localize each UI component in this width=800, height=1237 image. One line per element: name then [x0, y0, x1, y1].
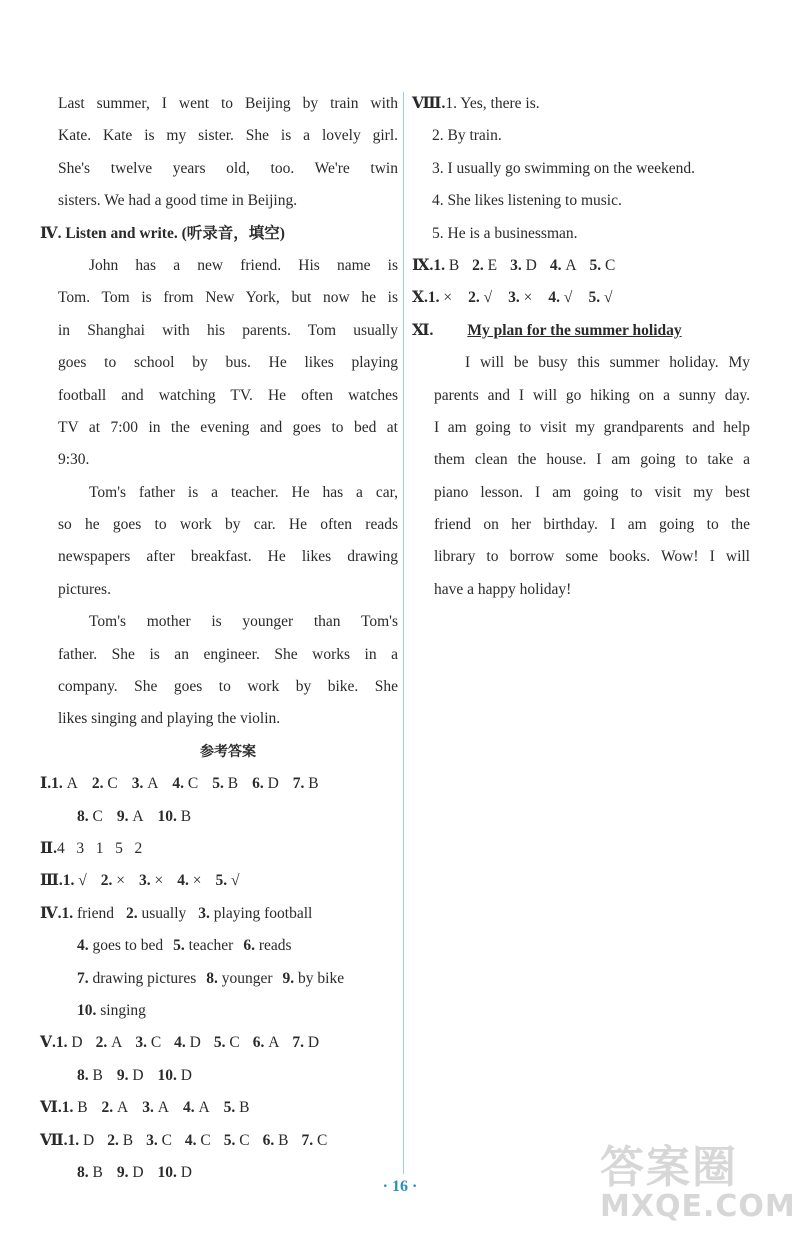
- answer-item: 2. By train.: [432, 127, 502, 145]
- column-divider: [403, 92, 404, 1174]
- answer-row-4d: [40, 995, 398, 1027]
- answer-item: [590, 257, 616, 274]
- answer-value: √: [563, 289, 573, 307]
- answer-row-1: [40, 768, 398, 800]
- answer-number: 5.: [223, 1131, 240, 1149]
- text-line: Kate. Kate is my sister. She is a lovely girl.: [58, 127, 398, 145]
- answer-value: B: [92, 1066, 103, 1084]
- answer-value: D: [189, 1034, 201, 1052]
- answer-value: E: [487, 256, 498, 274]
- answer-value: teacher: [188, 937, 234, 955]
- answer-value: B: [92, 1163, 103, 1181]
- answer-items: [56, 1034, 319, 1051]
- answer-value: D: [132, 1163, 144, 1181]
- answer-item: 5. He is a businessman.: [432, 224, 578, 242]
- answer-item: [77, 1067, 103, 1084]
- answer-value: younger: [221, 969, 273, 987]
- answer-value: drawing pictures: [92, 969, 197, 987]
- text-line: sisters. We had a good time in Beijing.: [58, 192, 298, 210]
- answer-items: [63, 872, 240, 889]
- answer-row-4c: [40, 963, 398, 995]
- paragraph-father: [58, 477, 398, 607]
- answer-value: D: [132, 1066, 144, 1084]
- answer-row-10: [412, 282, 750, 314]
- answer-number: 4.: [184, 1131, 201, 1149]
- text-line: newspapers after breakfast. He likes drawing: [58, 548, 398, 566]
- section-label: Ⅸ.: [412, 256, 434, 274]
- section-label: Ⅴ.: [40, 1034, 56, 1052]
- answer-item: [183, 1099, 210, 1116]
- answer-number: 5.: [213, 1034, 230, 1052]
- essay-body: [412, 347, 750, 606]
- answer-item: [224, 1132, 250, 1149]
- answer-item: [63, 872, 87, 889]
- answer-row-5: [40, 1027, 398, 1059]
- answer-number: 5.: [588, 289, 604, 307]
- answer-value: A: [157, 1099, 169, 1117]
- answer-item: [216, 872, 240, 889]
- answer-value: C: [239, 1131, 250, 1149]
- answer-number: 3.: [135, 1034, 151, 1052]
- answer-number: 4.: [174, 1034, 190, 1052]
- text-line: have a happy holiday!: [434, 580, 572, 598]
- section-label: Ⅷ.: [412, 95, 446, 112]
- answer-item: 3. I usually go swimming on the weekend.: [432, 159, 696, 177]
- answer-item: [283, 970, 345, 987]
- answer-items: [77, 937, 292, 954]
- answer-number: 3.: [142, 1099, 158, 1117]
- answer-item: [198, 905, 312, 922]
- text-line: parents and I will go hiking on a sunny day.: [434, 386, 750, 404]
- text-line: goes to school by bus. He likes playing: [58, 354, 398, 372]
- answer-item: [588, 289, 612, 306]
- answer-item: [174, 1034, 201, 1051]
- answer-number: 5.: [589, 256, 606, 274]
- answer-value: B: [278, 1131, 289, 1149]
- text-line: I will be busy this summer holiday. My: [465, 354, 750, 372]
- answer-number: 8.: [77, 807, 93, 825]
- answer-item: [293, 775, 319, 792]
- answer-items: 4 3 1 5 2: [56, 839, 143, 857]
- answer-item: [212, 775, 238, 792]
- text-line: Tom's father is a teacher. He has a car,: [89, 483, 398, 501]
- answer-number: 3.: [131, 775, 148, 793]
- answer-value: √: [231, 872, 240, 890]
- answer-item: [117, 1067, 144, 1084]
- answer-item: [77, 970, 196, 987]
- answer-number: 9.: [116, 1163, 133, 1181]
- answer-value: √: [483, 289, 493, 307]
- answer-item: [177, 872, 201, 889]
- answer-item: 4. She likes listening to music.: [432, 192, 622, 210]
- section-label: Ⅲ.: [40, 872, 63, 890]
- answer-item: [56, 1034, 83, 1051]
- answer-number: 6.: [252, 775, 268, 793]
- text-line: in Shanghai with his parents. Tom usually: [58, 321, 398, 339]
- answer-value: goes to bed: [92, 937, 164, 955]
- text-line: library to borrow some books. Wow! I will: [434, 548, 750, 566]
- answer-item: [263, 1132, 289, 1149]
- answer-number: 10.: [157, 1066, 181, 1084]
- answer-item: [77, 808, 103, 825]
- watermark-logo: [600, 1142, 796, 1225]
- answer-number: 5.: [223, 1099, 240, 1117]
- answer-value: usually: [141, 904, 187, 922]
- answer-item: [214, 1034, 240, 1051]
- answer-value: B: [77, 1099, 88, 1117]
- section-label: Ⅹ.: [412, 289, 428, 307]
- answer-item: [158, 1067, 192, 1084]
- answer-row-5b: [40, 1060, 398, 1092]
- answer-number: 10.: [157, 1163, 181, 1181]
- answer-number: 7.: [301, 1131, 317, 1149]
- text-line: father. She is an engineer. She works in a: [58, 645, 398, 663]
- answer-item: [77, 1002, 146, 1019]
- answer-item: [117, 808, 144, 825]
- answer-items: [77, 970, 344, 987]
- answer-value: A: [198, 1099, 210, 1117]
- answer-item: [428, 289, 452, 306]
- answer-value: C: [92, 807, 103, 825]
- answer-value: ×: [116, 872, 126, 890]
- answer-value: D: [307, 1034, 320, 1052]
- answer-value: C: [107, 775, 118, 793]
- essay-title: My plan for the summer holiday: [467, 321, 682, 339]
- answer-value: A: [565, 256, 577, 274]
- answer-number: 4.: [177, 872, 193, 890]
- answer-key: [40, 768, 398, 1189]
- answer-value: reads: [258, 937, 292, 955]
- answer-number: 2.: [472, 256, 488, 274]
- answer-row-8: [412, 88, 750, 120]
- answer-item: [468, 289, 492, 306]
- answer-item: [51, 775, 78, 792]
- answer-number: 1.: [62, 872, 79, 890]
- answer-row-1b: [40, 801, 398, 833]
- answer-number: 2.: [95, 1034, 112, 1052]
- section-label: Ⅵ.: [40, 1099, 62, 1117]
- answer-number: 7.: [77, 969, 93, 987]
- text-line: Tom. Tom is from New York, but now he is: [58, 289, 398, 307]
- page-number: · 16 ·: [382, 1178, 418, 1195]
- answer-value: ×: [192, 872, 202, 890]
- answer-item: [243, 937, 291, 954]
- answer-row-8: [412, 185, 750, 217]
- answer-item: [472, 257, 497, 274]
- answer-item: [252, 775, 279, 792]
- answer-item: [139, 872, 163, 889]
- text-line: Last summer, I went to Beijing by train with: [58, 95, 398, 112]
- answer-value: ×: [154, 872, 164, 890]
- section-label: Ⅰ.: [40, 775, 52, 793]
- answer-item: [61, 905, 114, 922]
- answer-number: 2.: [125, 904, 142, 922]
- answer-items: [68, 1132, 328, 1149]
- answer-value: A: [66, 775, 78, 793]
- answer-item: [68, 1132, 95, 1149]
- answer-value: √: [78, 872, 87, 890]
- answer-value: C: [605, 256, 616, 274]
- answer-number: 2.: [100, 872, 117, 890]
- answer-item: [77, 937, 163, 954]
- answer-number: 2.: [468, 289, 484, 307]
- answer-item: [62, 1099, 88, 1116]
- answer-number: 5.: [215, 872, 232, 890]
- answer-value: B: [180, 807, 192, 825]
- answer-row-3: [40, 865, 398, 897]
- answer-number: 1.: [433, 256, 449, 274]
- answer-row-7: [40, 1125, 398, 1157]
- answer-items: [433, 257, 615, 274]
- text-line: pictures.: [58, 580, 111, 598]
- answer-number: 8.: [77, 1163, 93, 1181]
- answer-number: 2.: [101, 1099, 118, 1117]
- answer-row-2: [40, 833, 398, 865]
- answer-number: 2.: [91, 775, 108, 793]
- answer-item: [548, 289, 572, 306]
- section-label: Ⅳ.: [40, 904, 62, 922]
- answer-number: 8.: [206, 969, 222, 987]
- answer-value: A: [111, 1034, 123, 1052]
- answer-item: [102, 1099, 129, 1116]
- text-line: them clean the house. I am going to take a: [434, 451, 750, 469]
- answer-number: 3.: [198, 904, 214, 922]
- answer-item: [158, 808, 192, 825]
- answer-item: [173, 937, 233, 954]
- answer-item: [126, 905, 186, 922]
- answer-number: 5.: [173, 937, 189, 955]
- section-label: Ⅶ.: [40, 1131, 68, 1149]
- answer-item: [224, 1099, 250, 1116]
- answer-items: [77, 1067, 192, 1084]
- answer-value: B: [227, 775, 239, 793]
- answer-value: A: [132, 807, 144, 825]
- section-label: Ⅺ.: [412, 321, 434, 339]
- answer-value: A: [117, 1099, 129, 1117]
- answer-number: 1.: [67, 1131, 84, 1149]
- answer-value: C: [187, 775, 199, 793]
- answer-item: [301, 1132, 327, 1149]
- answer-value: D: [180, 1163, 192, 1181]
- answer-row-6: [40, 1092, 398, 1124]
- text-line: piano lesson. I am going to visit my best: [434, 483, 750, 501]
- answer-value: ×: [443, 289, 453, 307]
- text-line: friend on her birthday. I am going to the: [434, 516, 750, 534]
- answer-value: D: [71, 1034, 83, 1052]
- answer-number: 5.: [212, 775, 228, 793]
- answer-row-8: [412, 120, 750, 152]
- answer-items: [77, 1002, 146, 1019]
- answer-items: [77, 808, 191, 825]
- answer-number: 6.: [262, 1131, 279, 1149]
- passage-intro: [58, 88, 398, 218]
- section-11-heading: [412, 315, 750, 347]
- answer-number: 10.: [157, 807, 181, 825]
- answer-item: [433, 257, 459, 274]
- answer-item: [107, 1132, 133, 1149]
- answer-number: 1.: [55, 1034, 72, 1052]
- section-8: [412, 88, 750, 250]
- answers-title: 参考答案: [200, 743, 256, 760]
- answer-value: B: [122, 1131, 134, 1149]
- paragraph-mother: [58, 606, 398, 736]
- answer-item: [292, 1034, 319, 1051]
- answer-items: [428, 289, 613, 306]
- answer-items: [62, 1099, 250, 1116]
- answer-number: 4.: [172, 775, 188, 793]
- answer-value: D: [267, 775, 279, 793]
- answer-value: C: [150, 1034, 162, 1052]
- answer-row-9: [412, 250, 750, 282]
- answer-number: 4.: [549, 256, 566, 274]
- answer-row-4: [40, 898, 398, 930]
- answer-item: [550, 257, 577, 274]
- answer-number: 6.: [252, 1034, 269, 1052]
- answer-item: [135, 1034, 161, 1051]
- text-line: 9:30.: [58, 451, 90, 469]
- answer-value: A: [147, 775, 159, 793]
- answer-number: 4.: [548, 289, 564, 307]
- answer-row-8: [412, 153, 750, 185]
- answer-value: B: [239, 1099, 250, 1117]
- answer-row-8: [412, 218, 750, 250]
- answer-row-4b: [40, 930, 398, 962]
- answer-number: 1.: [51, 775, 67, 793]
- answer-item: [146, 1132, 172, 1149]
- answer-item: [253, 1034, 280, 1051]
- answer-value: B: [448, 256, 460, 274]
- left-column: [40, 88, 398, 1189]
- answer-number: 8.: [77, 1066, 93, 1084]
- answer-item: 1. Yes, there is.: [445, 95, 540, 112]
- answer-number: 1.: [427, 289, 444, 307]
- right-column: [412, 88, 750, 606]
- answer-number: 7.: [292, 1034, 308, 1052]
- answer-number: 4.: [77, 937, 93, 955]
- answer-number: 3.: [139, 872, 155, 890]
- answer-number: 2.: [107, 1131, 123, 1149]
- answer-item: [508, 289, 532, 306]
- answer-value: ×: [523, 289, 533, 307]
- text-line: John has a new friend. His name is: [89, 256, 398, 274]
- answer-value: C: [200, 1131, 211, 1149]
- answer-value: C: [161, 1131, 172, 1149]
- text-line: football and watching TV. He often watches: [58, 386, 398, 404]
- answer-item: [172, 775, 198, 792]
- answer-item: [96, 1034, 123, 1051]
- answer-item: [510, 257, 537, 274]
- answer-value: playing football: [213, 904, 313, 922]
- text-line: so he goes to work by car. He often reads: [58, 516, 398, 534]
- answer-item: [92, 775, 118, 792]
- text-line: I am going to visit my grandparents and help: [434, 418, 750, 436]
- text-line: She's twelve years old, too. We're twin: [58, 159, 398, 177]
- text-line: likes singing and playing the violin.: [58, 710, 281, 728]
- text-line: Tom's mother is younger than Tom's: [89, 613, 398, 631]
- text-line: TV at 7:00 in the evening and goes to bed at: [58, 418, 398, 436]
- answer-number: 9.: [282, 969, 299, 987]
- answer-value: C: [229, 1034, 240, 1052]
- answer-value: D: [180, 1066, 192, 1084]
- watermark-text-bottom: MXQE.COM: [600, 1189, 796, 1224]
- answer-number: 3.: [146, 1131, 162, 1149]
- text-line: company. She goes to work by bike. She: [58, 678, 398, 696]
- answer-value: friend: [76, 904, 114, 922]
- answer-items: [61, 905, 312, 922]
- section-4-heading: Ⅳ. Listen and write. (听录音，填空): [40, 224, 285, 242]
- answer-value: singing: [100, 1001, 146, 1019]
- answer-number: 4.: [182, 1099, 199, 1117]
- answer-number: 9.: [116, 1066, 133, 1084]
- answer-number: 9.: [116, 807, 133, 825]
- answer-number: 10.: [77, 1001, 101, 1019]
- answer-value: B: [308, 775, 319, 793]
- answer-number: 7.: [292, 775, 309, 793]
- section-label: Ⅱ.: [40, 839, 57, 857]
- answer-value: D: [83, 1131, 95, 1149]
- watermark-text-top: 答案圈: [600, 1142, 738, 1193]
- answer-value: D: [525, 256, 537, 274]
- answer-item: [185, 1132, 211, 1149]
- answer-number: 3.: [510, 256, 526, 274]
- answer-items: [51, 775, 318, 792]
- answer-item: [206, 970, 272, 987]
- answer-number: 6.: [243, 937, 259, 955]
- answer-item: [132, 775, 159, 792]
- answer-value: √: [603, 289, 613, 307]
- answer-value: A: [268, 1034, 280, 1052]
- answer-value: by bike: [298, 969, 345, 987]
- answer-number: 1.: [61, 1099, 78, 1117]
- answer-item: [142, 1099, 169, 1116]
- answer-number: 3.: [508, 289, 524, 307]
- answer-item: [101, 872, 125, 889]
- answer-value: C: [316, 1131, 328, 1149]
- paragraph-john: [58, 250, 398, 477]
- answer-number: 1.: [61, 904, 77, 922]
